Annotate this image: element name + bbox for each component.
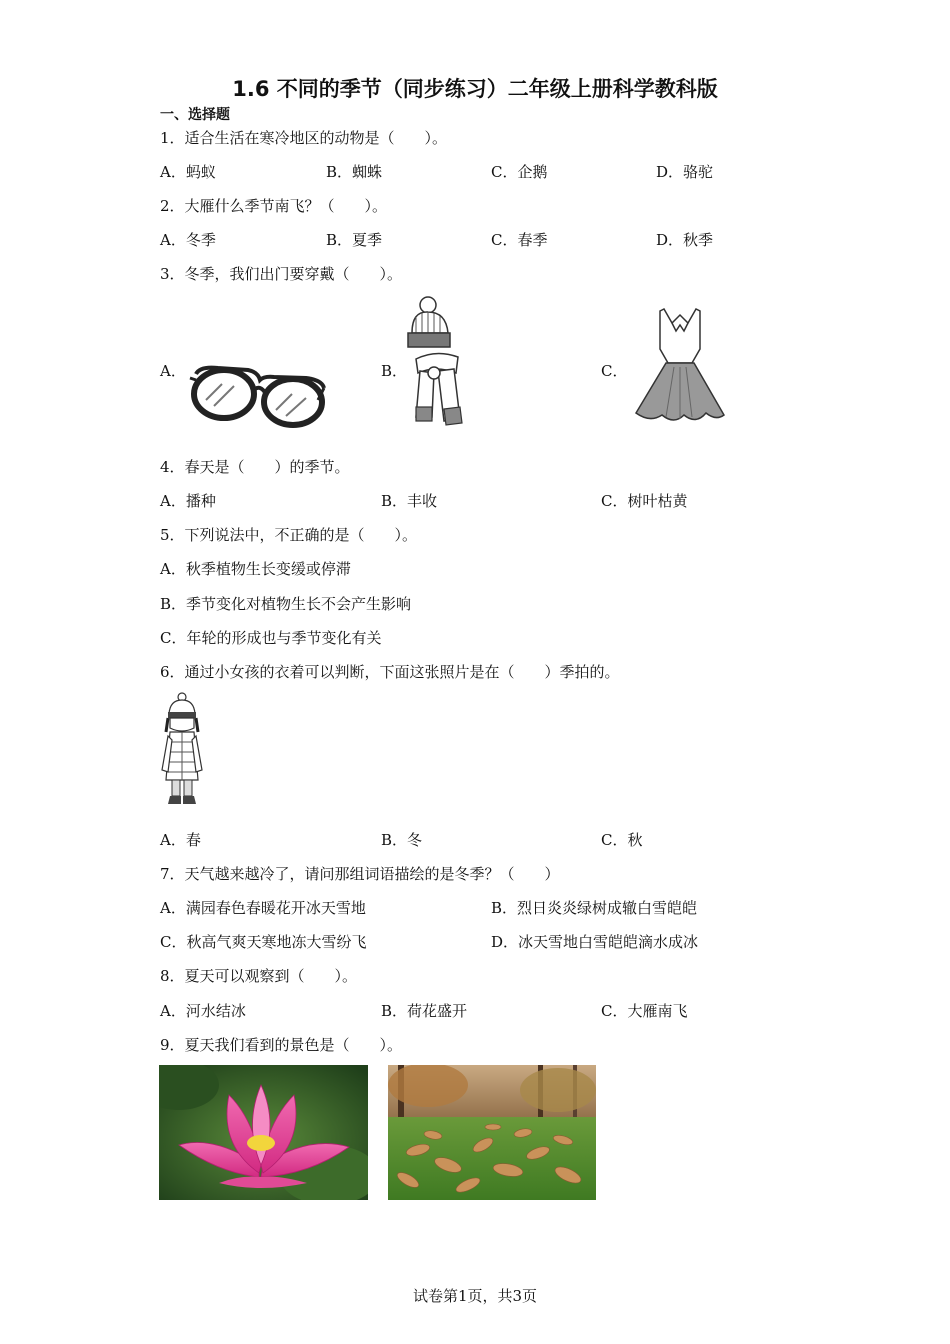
q5-option-b[interactable]: B．季节变化对植物生长不会产生影响 xyxy=(160,595,412,613)
question-7: 7．天气越来越冷了，请问那组词语描绘的是冬季？（ ） xyxy=(160,865,560,883)
q1-option-d[interactable]: D．骆驼 xyxy=(656,163,714,181)
question-3: 3．冬季，我们出门要穿戴（ ）。 xyxy=(160,265,403,283)
q6-option-b[interactable]: B．冬 xyxy=(381,831,423,849)
q7-option-d[interactable]: D．冰天雪地白雪皑皑滴水成冰 xyxy=(491,933,699,951)
question-1: 1．适合生活在寒冷地区的动物是（ ）。 xyxy=(160,129,448,147)
q3-option-b[interactable]: B． xyxy=(381,362,408,380)
q3-option-a[interactable]: A． xyxy=(160,362,186,380)
question-6: 6．通过小女孩的衣着可以判断，下面这张照片是在（ ）季拍的。 xyxy=(160,663,620,681)
q5-option-a[interactable]: A．秋季植物生长变缓或停滞 xyxy=(160,560,351,578)
q6-option-c[interactable]: C．秋 xyxy=(601,831,643,849)
page-title: 1.6 不同的季节（同步练习）二年级上册科学教科版 xyxy=(232,77,718,101)
q1-option-b[interactable]: B．蜘蛛 xyxy=(326,163,383,181)
sunglasses-image xyxy=(188,360,328,435)
q8-option-a[interactable]: A．河水结冰 xyxy=(160,1002,246,1020)
q4-option-c[interactable]: C．树叶枯黄 xyxy=(601,492,688,510)
q2-option-c[interactable]: C．春季 xyxy=(491,231,548,249)
dress-image xyxy=(626,305,734,427)
q6-option-a[interactable]: A．春 xyxy=(160,831,201,849)
question-8: 8．夏天可以观察到（ ）。 xyxy=(160,967,358,985)
lotus-photo xyxy=(159,1065,368,1200)
q4-option-a[interactable]: A．播种 xyxy=(160,492,216,510)
q8-option-b[interactable]: B．荷花盛开 xyxy=(381,1002,468,1020)
section-heading: 一、选择题 xyxy=(160,107,230,123)
q2-option-a[interactable]: A．冬季 xyxy=(160,231,216,249)
question-9: 9．夏天我们看到的景色是（ ）。 xyxy=(160,1036,403,1054)
q1-option-a[interactable]: A．蚂蚁 xyxy=(160,163,216,181)
q7-option-b[interactable]: B．烈日炎炎绿树成辙白雪皑皑 xyxy=(491,899,698,917)
girl-winter-image xyxy=(160,692,204,812)
q3-option-c[interactable]: C． xyxy=(601,362,628,380)
page-footer: 试卷第1页，共3页 xyxy=(412,1287,538,1305)
q7-option-a[interactable]: A．满园春色春暖花开冰天雪地 xyxy=(160,899,366,917)
question-4: 4．春天是（ ）的季节。 xyxy=(160,458,350,476)
hat-scarf-image xyxy=(402,295,468,437)
question-5: 5．下列说法中，不正确的是（ ）。 xyxy=(160,526,418,544)
question-2: 2．大雁什么季节南飞？（ ）。 xyxy=(160,197,388,215)
q7-option-c[interactable]: C．秋高气爽天寒地冻大雪纷飞 xyxy=(160,933,367,951)
q8-option-c[interactable]: C．大雁南飞 xyxy=(601,1002,688,1020)
q5-option-c[interactable]: C．年轮的形成也与季节变化有关 xyxy=(160,629,382,647)
q2-option-b[interactable]: B．夏季 xyxy=(326,231,383,249)
q4-option-b[interactable]: B．丰收 xyxy=(381,492,438,510)
q2-option-d[interactable]: D．秋季 xyxy=(656,231,714,249)
q1-option-c[interactable]: C．企鹅 xyxy=(491,163,548,181)
autumn-leaves-photo xyxy=(388,1065,596,1200)
